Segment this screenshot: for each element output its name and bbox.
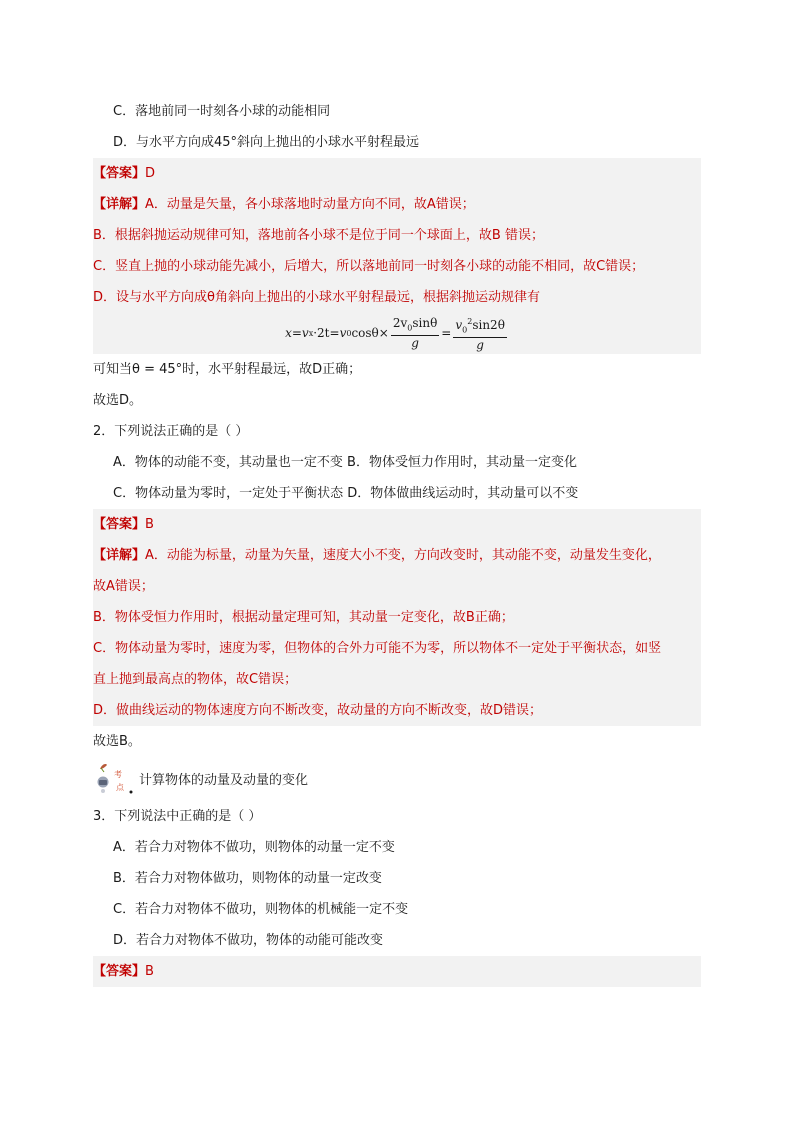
q3-answer bbox=[93, 956, 701, 987]
q2-detail-b: B．物体受恒力作用时，根据动量定理可知，其动量一定变化，故B正确； bbox=[93, 602, 701, 633]
q1-detail-d: D．设与水平方向成θ角斜向上抛出的小球水平射程最远，根据斜抛运动规律有 bbox=[93, 282, 701, 313]
frac1-num-tail: sinθ bbox=[412, 315, 438, 330]
q2-detail-d: D．做曲线运动的物体速度方向不断改变，故动量的方向不断改变，故D错误； bbox=[93, 695, 701, 726]
answer-value: B bbox=[145, 517, 154, 532]
kaodian-badge-icon bbox=[91, 760, 135, 796]
answer-value: B bbox=[145, 964, 154, 979]
detail-text: A．动能为标量，动量为矢量，速度大小不变，方向改变时，其动能不变，动量发生变化， bbox=[145, 548, 661, 563]
answer-tag: 【答案】 bbox=[93, 964, 146, 979]
q1-detail-b: B．根据斜抛运动规律可知，落地前各小球不是位于同一个球面上，故B 错误； bbox=[93, 220, 701, 251]
formula-vx-sub: x bbox=[308, 328, 314, 338]
q1-detail-c: C．竖直上抛的小球动能先减小，后增大，所以落地前同一时刻各小球的动能不相同，故C错误； bbox=[93, 251, 701, 282]
q1-choose: 故选D。 bbox=[93, 393, 143, 408]
q2-detail-c2: 直上抛到最高点的物体，故C错误； bbox=[93, 664, 701, 695]
q2-answer bbox=[93, 509, 701, 540]
q2-detail-a2: 故A错误； bbox=[93, 571, 701, 602]
q2-stem: 2．下列说法正确的是（ ） bbox=[93, 424, 249, 439]
q2-options-ab: A．物体的动能不变，其动量也一定不变 B．物体受恒力作用时，其动量一定变化 bbox=[113, 455, 577, 470]
frac2-den: g bbox=[476, 338, 484, 353]
q2-choose: 故选B。 bbox=[93, 734, 141, 749]
frac1-num-sub: 0 bbox=[407, 323, 413, 333]
formula-cos: cosθ× bbox=[351, 326, 389, 341]
detail-tag: 【详解】 bbox=[93, 548, 146, 563]
range-formula bbox=[285, 314, 509, 353]
badge-char-2: 点 bbox=[116, 783, 124, 792]
q1-answer bbox=[93, 158, 701, 189]
formula-eq: = bbox=[291, 326, 302, 341]
frac2-num-sub: 0 bbox=[462, 325, 468, 335]
q1-conclusion: 可知当θ = 45°时，水平射程最远，故D正确； bbox=[93, 362, 362, 377]
document-page bbox=[93, 96, 701, 987]
q3-option-a: A．若合力对物体不做功，则物体的动量一定不变 bbox=[113, 840, 395, 855]
detail-text: A．动量是矢量，各小球落地时动量方向不同，故A错误； bbox=[145, 197, 475, 212]
frac1-den: g bbox=[411, 336, 419, 351]
detail-tag: 【详解】 bbox=[93, 197, 146, 212]
formula-v0: v bbox=[339, 326, 347, 341]
q1-option-c: C．落地前同一时刻各小球的动能相同 bbox=[113, 104, 331, 119]
frac2-num-tail: sin2θ bbox=[472, 317, 505, 332]
q3-option-b: B．若合力对物体做功，则物体的动量一定改变 bbox=[113, 871, 382, 886]
q2-detail-c1: C．物体动量为零时，速度为零，但物体的合外力可能不为零，所以物体不一定处于平衡状态，如竖 bbox=[93, 633, 701, 664]
formula-fraction-1 bbox=[391, 316, 439, 351]
formula-vx: v bbox=[301, 326, 309, 341]
q1-detail-a bbox=[93, 189, 701, 220]
formula-x: x bbox=[285, 326, 292, 341]
answer-value: D bbox=[145, 166, 156, 181]
q2-options-cd: C．物体动量为零时，一定处于平衡状态 D．物体做曲线运动时，其动量可以不变 bbox=[113, 486, 579, 501]
kaodian-illustration-icon bbox=[91, 760, 135, 796]
formula-v0-sub: 0 bbox=[346, 328, 352, 338]
q1-option-d: D．与水平方向成45°斜向上抛出的小球水平射程最远 bbox=[113, 135, 420, 150]
section-header bbox=[93, 757, 701, 799]
formula-fraction-2 bbox=[453, 314, 507, 353]
q3-stem: 3．下列说法中正确的是（ ） bbox=[93, 809, 262, 824]
q2-detail-a1 bbox=[93, 540, 701, 571]
frac2-num: v bbox=[455, 317, 463, 332]
formula-2t: ·2t bbox=[313, 326, 330, 341]
q1-formula-row bbox=[93, 313, 701, 354]
q3-option-d: D．若合力对物体不做功，物体的动能可能改变 bbox=[113, 933, 384, 948]
formula-eq2: = bbox=[329, 326, 340, 341]
badge-char-1: 考 bbox=[114, 770, 122, 779]
answer-tag: 【答案】 bbox=[93, 166, 146, 181]
frac2-num-sup: 2 bbox=[467, 316, 473, 326]
formula-eq3: = bbox=[441, 326, 452, 341]
frac1-num: 2v bbox=[392, 315, 408, 330]
q3-option-c: C．若合力对物体不做功，则物体的机械能一定不变 bbox=[113, 902, 409, 917]
answer-tag: 【答案】 bbox=[93, 517, 146, 532]
section-title: 计算物体的动量及动量的变化 bbox=[139, 772, 309, 788]
